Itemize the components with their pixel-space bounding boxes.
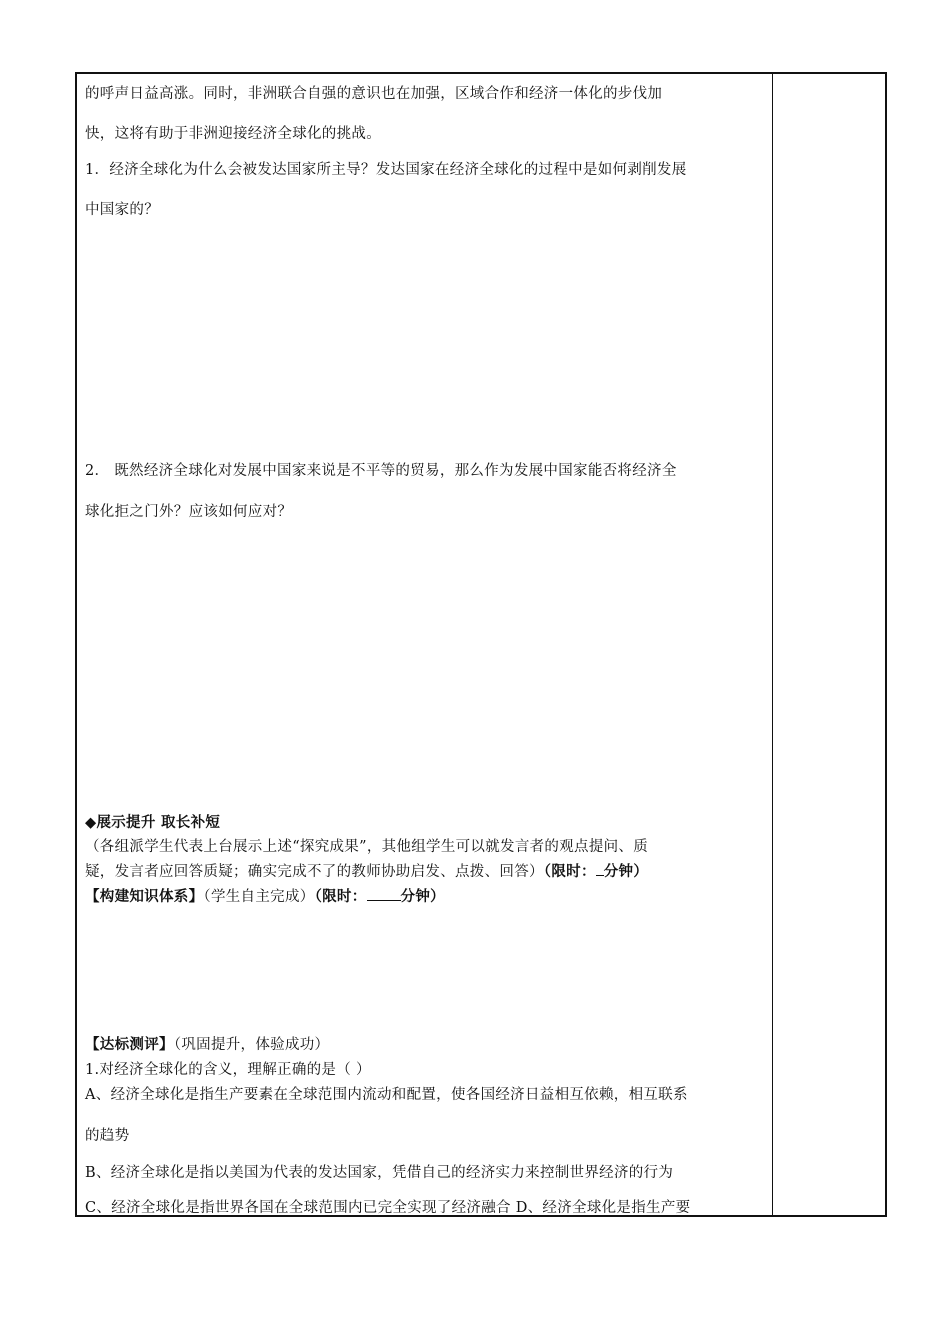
option-b: B、经济全球化是指以美国为代表的发达国家，凭借自己的经济实力来控制世界经济的行为 [85, 1165, 674, 1181]
assessment-note: （巩固提升，体验成功） [173, 1037, 330, 1053]
passage-line-2: 快，这将有助于非洲迎接经济全球化的挑战。 [85, 126, 381, 142]
knowledge-limit-prefix: （限时： [314, 888, 367, 905]
assessment-line [85, 1033, 329, 1054]
assessment-q1-stem: 1.对经济全球化的含义，理解正确的是（ ） [85, 1062, 371, 1078]
knowledge-heading: 【构建知识体系】 [85, 888, 204, 905]
showcase-limit-prefix: （限时： [543, 863, 596, 880]
showcase-limit-blank [596, 861, 604, 876]
option-c-d: C、经济全球化是指世界各国在全球范围内已完全实现了经济融合 D、经济全球化是指生产要 [85, 1200, 691, 1216]
knowledge-note: （学生自主完成） [203, 889, 315, 905]
showcase-heading: ◆展示提升 取长补短 [85, 814, 221, 831]
question-2-line-1: 2． 既然经济全球化对发展中国家来说是不平等的贸易，那么作为发展中国家能否将经济全 [85, 463, 677, 479]
showcase-line-2-text: 疑，发言者应回答质疑；确实完成不了的教师协助启发、点拨、回答） [85, 864, 544, 880]
passage-line-1: 的呼声日益高涨。同时，非洲联合自强的意识也在加强，区域合作和经济一体化的步伐加 [85, 86, 663, 102]
column-divider [772, 74, 773, 1215]
option-a-line-2: 的趋势 [85, 1128, 130, 1144]
showcase-line-1: （各组派学生代表上台展示上述“探究成果”，其他组学生可以就发言者的观点提问、质 [85, 839, 649, 855]
assessment-heading: 【达标测评】 [85, 1036, 174, 1053]
question-1-line-1: 1．经济全球化为什么会被发达国家所主导？发达国家在经济全球化的过程中是如何剥削发展 [85, 162, 687, 178]
main-column [85, 74, 767, 1215]
question-1-line-2: 中国家的？ [85, 202, 159, 218]
showcase-line-2 [85, 860, 648, 881]
knowledge-limit-suffix: 分钟） [400, 888, 445, 905]
knowledge-limit-blank [367, 886, 401, 901]
knowledge-line [85, 885, 445, 906]
showcase-limit-suffix: 分钟） [603, 863, 649, 880]
worksheet-table [75, 72, 887, 1217]
question-2-line-2: 球化拒之门外？应该如何应对？ [85, 504, 293, 520]
option-a-line-1: A、经济全球化是指生产要素在全球范围内流动和配置，使各国经济日益相互依赖，相互联系 [85, 1087, 688, 1103]
